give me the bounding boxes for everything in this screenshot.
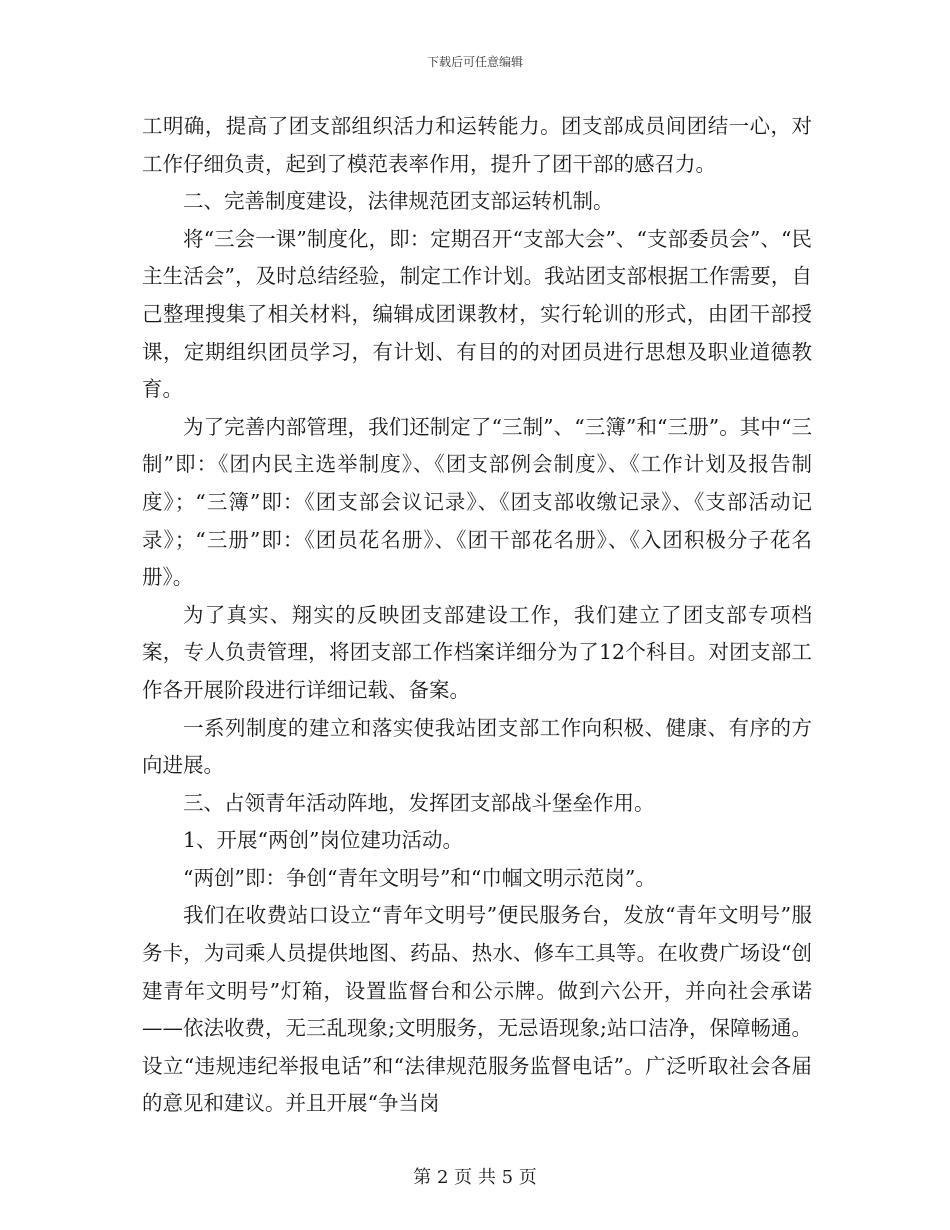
section-heading-3: 三、占领青年活动阵地，发挥团支部战斗堡垒作用。 — [183, 790, 655, 815]
paragraph-archives: 为了真实、翔实的反映团支部建设工作，我们建立了团支部专项档案，专人负责管理，将团支部工作档案详细分为了12个科目。对团支部工作各开展阶段进行详细记载、备案。 — [142, 602, 812, 702]
document-body — [142, 108, 812, 1123]
paragraph-1-continuation: 工明确，提高了团支部组织活力和运转能力。团支部成员间团结一心，对工作仔细负责，起到了模范表率作用，提升了团干部的感召力。 — [142, 114, 812, 176]
paragraph-system-result: 一系列制度的建立和落实使我站团支部工作向积极、健康、有序的方向进展。 — [142, 715, 812, 778]
subsection-heading-1: 1、开展“两创”岗位建功活动。 — [183, 828, 464, 853]
paragraph-three-meetings: 将“三会一课”制度化，即：定期召开“支部大会”、“支部委员会”、“民主生活会”，及时总结经验，制定工作计划。我站团支部根据工作需要，自己整理搜集了相关材料，编辑成团课教材，实行轮训的形式，由团干部授课，定期组织团员学习，有计划、有目的的对团员进行思想及职业道德教育。 — [142, 226, 812, 402]
paragraph-service-desk: 我们在收费站口设立“青年文明号”便民服务台，发放“青年文明号”服务卡，为司乘人员提供地图、药品、热水、修车工具等。在收费广场设“创建青年文明号”灯箱，设置监督台和公示牌。做到六公开，并向社会承诺——依法收费，无三乱现象;文明服务，无忌语现象;站口洁净，保障畅通。设立“违规违纪举报电话”和“法律规范服务监督电话”。广泛听取社会各届的意见和建议。并且开展“争当岗 — [142, 903, 812, 1116]
paragraph-internal-management: 为了完善内部管理，我们还制定了“三制”、“三簿”和“三册”。其中“三制”即：《团内民主选举制度》、《团支部例会制度》、《工作计划及报告制度》；“三簿”即：《团支部会议记录》、《团支部收缴记录》、《支部活动记录》；“三册”即：《团员花名册》、《团干部花名册》、《入团积极分子花名册》。 — [142, 414, 812, 590]
section-heading-2: 二、完善制度建设，法律规范团支部运转机制。 — [183, 189, 614, 214]
paragraph-two-creations: “两创”即：争创“青年文明号”和“巾帼文明示范岗”。 — [183, 865, 656, 890]
page-footer: 第 2 页 共 5 页 — [413, 1167, 537, 1188]
page-header-note: 下载后可任意编辑 — [426, 55, 523, 69]
